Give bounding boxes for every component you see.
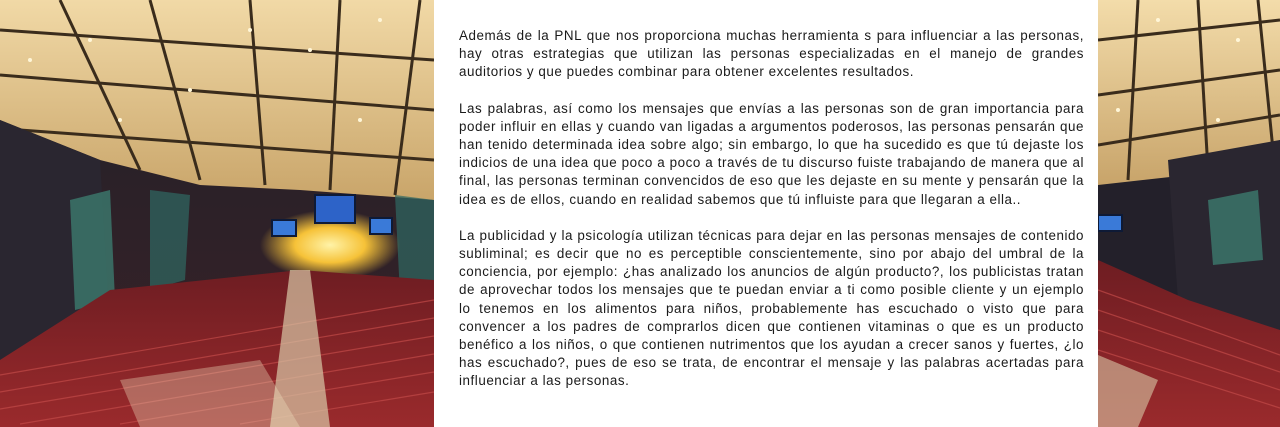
article-text [434, 0, 1098, 427]
auditorium-illustration [1098, 0, 1280, 427]
paragraph: La publicidad y la psicología utilizan técnicas para dejar en las personas mensajes de contenido subliminal; es decir que no es perceptible conscientemente, sino por abajo del umbral de la conciencia, por ejemplo: ¿has analizado los anuncios de algún producto?, los publicistas tratan de aprovechar todos los mensajes que te puedan enviar a ti como posible cliente y un ejemplo lo tenemos en los alimentos para niños, probablemente has escuchado o visto que para convencer a los padres de comprarlos dicen que contienen vitaminas o que es un producto benéfico a los niños, o que contienen nutrimentos que los ayudan a crecer sanos y fuertes, ¿lo has escuchado?, pues de eso se trata, de encontrar el mensaje y las palabras acertadas para influenciar a las personas. [459, 227, 1084, 389]
auditorium-photo-right [1098, 0, 1280, 427]
auditorium-photo-left [0, 0, 434, 427]
paragraph: Además de la PNL que nos proporciona muchas herramienta s para influenciar a las personas, hay otras estrategias que utilizan las personas especializadas en el manejo de grandes auditorios y que puedes combinar para obtener excelentes resultados. [459, 28, 1084, 80]
paragraph: Las palabras, así como los mensajes que envías a las personas son de gran importancia para poder influir en ellas y cuando van ligadas a argumentos poderosos, las personas pensarán que han tenido determinada idea sobre algo; sin embargo, lo que ha sucedido es que tú dejaste los indicios de una idea que poco a poco a través de tu discurso fuiste trabajando de manera que al final, las personas terminan convencidos de eso que les dejaste en su mente y pensarán que la idea es de ellos, cuando en realidad sabemos que tú influiste para que llegaran a ella.. [459, 100, 1084, 207]
auditorium-illustration [0, 0, 434, 427]
